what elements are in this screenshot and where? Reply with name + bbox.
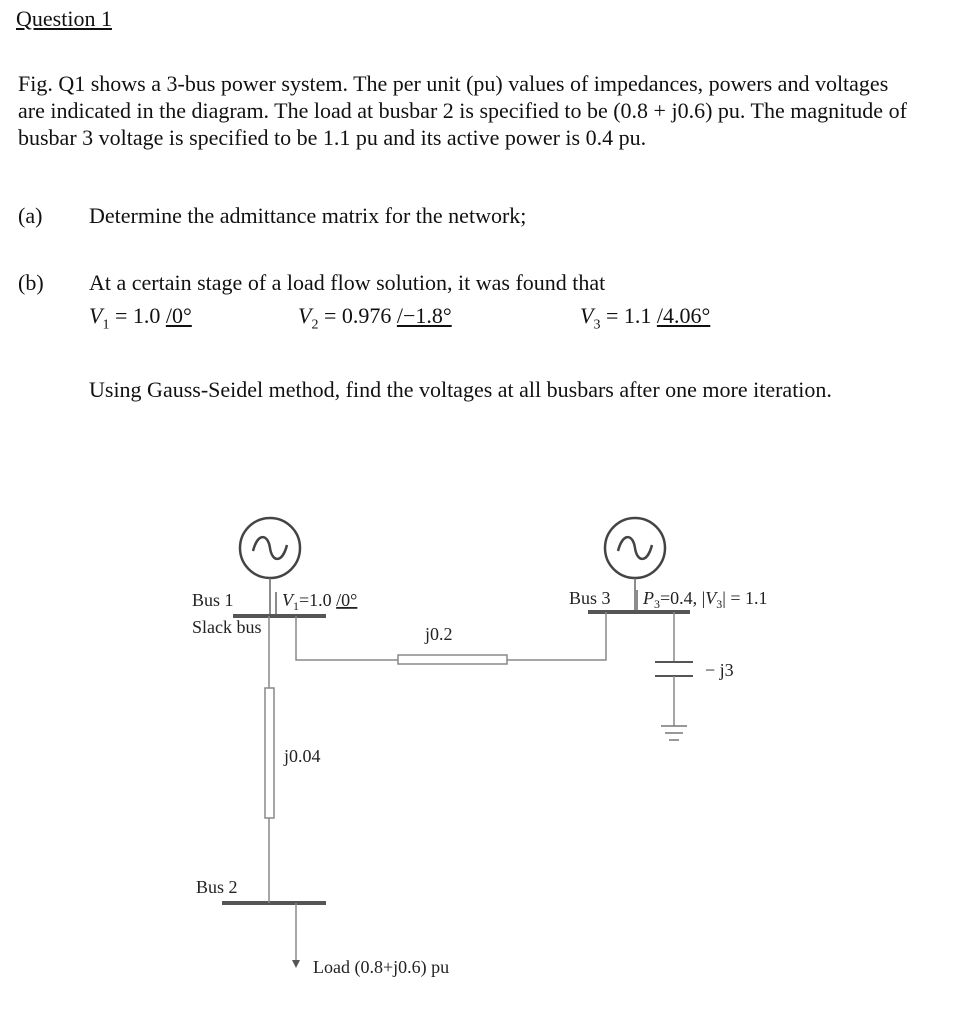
question-heading: Question 1: [16, 6, 112, 31]
bus-1-slack-label: Slack bus: [192, 617, 262, 637]
load-label: Load (0.8+j0.6) pu: [313, 957, 450, 977]
load-arrow-icon: [292, 903, 300, 968]
bus-3-label: Bus 3: [569, 588, 611, 608]
line-1-3-impedance: j0.2: [425, 624, 453, 644]
intro-line-3: busbar 3 voltage is specified to be 1.1 pu and its active power is 0.4 pu.: [18, 125, 647, 150]
v2-value: $V_2 = 0.976$ /−1.8°: [298, 303, 452, 333]
bus-2-label: Bus 2: [196, 877, 238, 897]
bus-3-spec: $P_3=0.4$, $|V_3| = 1.1$: [643, 588, 768, 611]
capacitor-value: − j3: [705, 660, 734, 680]
line-1-2-impedance: j0.04: [284, 746, 321, 766]
part-a-text: Determine the admittance matrix for the network;: [89, 203, 527, 228]
part-b-text: At a certain stage of a load flow solution, it was found that: [89, 270, 606, 295]
intro-line-1: Fig. Q1 shows a 3-bus power system. The per unit (pu) values of impedances, powers and voltages: [18, 71, 889, 96]
part-a-label: (a): [18, 203, 43, 228]
line-1-2: [265, 616, 274, 903]
bus-1-label: Bus 1: [192, 590, 234, 610]
v1-value: $V_1 = 1.0$ /0°: [89, 303, 192, 333]
v3-value: $V_3 = 1.1$ /4.06°: [580, 303, 711, 333]
part-b-label: (b): [18, 270, 44, 295]
bus-1-voltage: $V_1=1.0$ /0°: [282, 590, 358, 613]
intro-line-2: are indicated in the diagram. The load at busbar 2 is specified to be (0.8 + j0.6) pu. The magnitude of: [18, 98, 907, 123]
part-b-instruction: Using Gauss-Seidel method, find the voltages at all busbars after one more iteration.: [89, 377, 832, 402]
capacitor-ground-icon: [655, 612, 693, 740]
